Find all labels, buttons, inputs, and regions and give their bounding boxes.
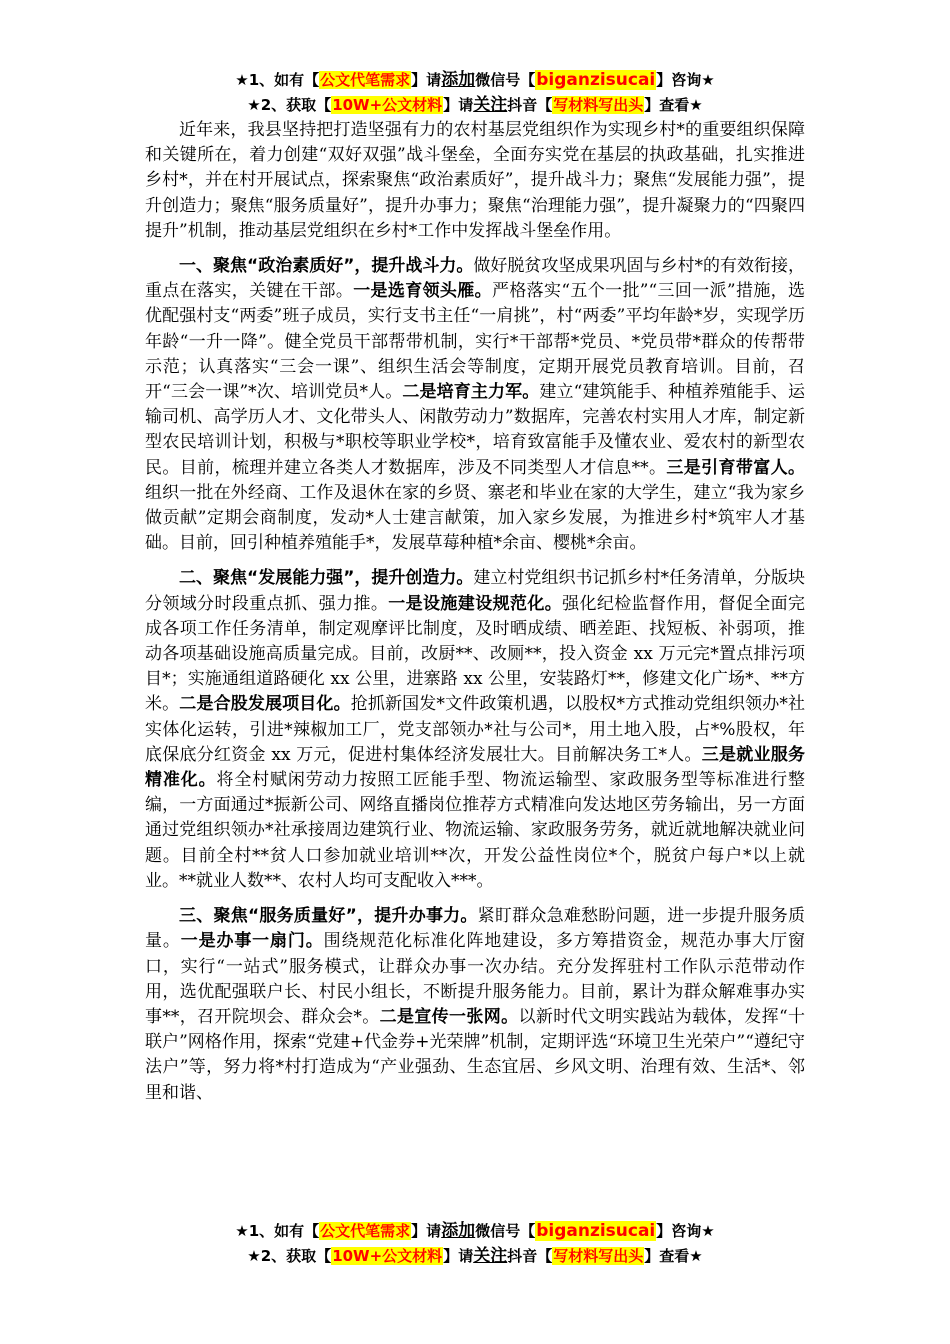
banner-text: ★1、如有【 bbox=[235, 1222, 320, 1240]
section-2-heading: 二、聚焦“发展能力强”，提升创造力。 bbox=[179, 568, 474, 589]
subheading: 二是培育主力军。 bbox=[402, 382, 540, 403]
underlined-word: 关注 bbox=[473, 1246, 508, 1266]
highlight-wechat-id: biganzisucai bbox=[536, 70, 656, 90]
highlight-douyin-id: 写材料写出头 bbox=[553, 96, 644, 114]
body-text: 组织一批在外经商、工作及退休在家的乡贤、寨老和毕业在家的大学生，建立“我为家乡做贡献”定期会商制度，发动*人士建言献策，加入家乡发展，为推进乡村*筑牢人才基础。目前，回引种植养殖能手*，发展草莓种植*余亩、樱桃*余亩。 bbox=[145, 482, 805, 554]
body-text: 抢抓新国发*文件政策机遇，以股权*方式推动党组织领办*社实体化运转，引进*辣椒加工厂，党支部领办*社与公司*，用土地入股，占*%股权，年底保底分红资金 xx 万元，促进村集体经济发展壮大。目前解决务工*人。 bbox=[145, 694, 806, 765]
body-text: 严格落实“五个一批”“三回一派”措施，选优配强村支“两委”班子成员，实行支书主任“一肩挑”，村“两委”平均年龄*岁，实现学历年龄“一升一降”。健全党员干部帮带机制，实行*干部帮*党员、*党员带*群众的传帮带示范；认真落实“三会一课”、组织生活会等制度，定期开展党员教育培训。目前，召开“三会一课”*次、培训党员*人。 bbox=[145, 281, 806, 403]
underlined-word: 关注 bbox=[473, 95, 508, 115]
underlined-word: 添加 bbox=[441, 70, 476, 90]
banner-text: 】请 bbox=[411, 71, 442, 89]
section-3-paragraph bbox=[145, 904, 805, 1106]
section-2-paragraph bbox=[145, 566, 805, 894]
promo-banner-bottom-line2 bbox=[140, 1244, 810, 1268]
subheading: 一是选育领头雁。 bbox=[353, 281, 492, 302]
promo-banner-top-line2 bbox=[140, 93, 810, 117]
highlight-service: 公文代笔需求 bbox=[320, 71, 411, 89]
subheading: 二是宣传一张网。 bbox=[379, 1006, 519, 1027]
banner-text: ★1、如有【 bbox=[235, 71, 320, 89]
section-1-paragraph bbox=[145, 254, 805, 556]
body-text: 强化纪检监督作用，督促全面完成各项工作任务清单，制定观摩评比制度，及时晒成绩、晒差距、找短板、补弱项，推动各项基础设施高质量完成。目前，改厨**、改厕**，投入资金 xx 万元完*置点排污项目*；实施通组道路硬化 xx 公里，进寨路 xx 公里，安装路灯**，修建文化广场*、**方米。 bbox=[145, 593, 806, 715]
highlight-douyin-id: 写材料写出头 bbox=[553, 1247, 644, 1265]
section-1-heading: 一、聚焦“政治素质好”，提升战斗力。 bbox=[179, 256, 474, 277]
banner-text: 】查看★ bbox=[644, 1247, 703, 1265]
banner-text: 】请 bbox=[443, 96, 474, 114]
underlined-word: 添加 bbox=[441, 1221, 476, 1241]
banner-text: 】咨询★ bbox=[656, 1222, 715, 1240]
promo-banner-bottom-line1 bbox=[140, 1219, 810, 1243]
banner-text: 抖音【 bbox=[507, 1247, 553, 1265]
subheading: 二是合股发展项目化。 bbox=[179, 694, 351, 715]
body-text: 建立“建筑能手、种植养殖能手、运输司机、高学历人才、文化带头人、闲散劳动力”数据库，完善农村实用人才库，制定新型农民培训计划，积极与*职校等职业学校*，培育致富能手及懂农业、爱农村的新型农民。目前，梳理并建立各类人才数据库，涉及不同类型人才信息**。 bbox=[145, 382, 805, 478]
body-text: 以新时代文明实践站为载体，发挥“十联户”网格作用，探索“党建+代金券+光荣牌”机制，定期评选“环境卫生光荣户”“遵纪守法户”等，努力将*村打造成为“产业强劲、生态宜居、乡风文明、治理有效、生活*、邻里和谐、 bbox=[145, 1006, 805, 1103]
highlight-service: 公文代笔需求 bbox=[320, 1222, 411, 1240]
subheading: 三是就业服务精准化。 bbox=[145, 744, 806, 791]
banner-text: 微信号【 bbox=[475, 1222, 536, 1240]
section-3-heading: 三、聚焦“服务质量好”，提升办事力。 bbox=[179, 906, 478, 927]
banner-text: 微信号【 bbox=[475, 71, 536, 89]
highlight-materials: 10W+公文材料 bbox=[332, 1247, 443, 1265]
body-text: 建立村党组织书记抓乡村*任务清单，分版块分领域分时段重点抓、强力推。 bbox=[145, 568, 805, 614]
banner-text: 】请 bbox=[411, 1222, 442, 1240]
body-text: 紧盯群众急难愁盼问题，进一步提升服务质量。 bbox=[145, 906, 805, 952]
intro-paragraph: 近年来，我县坚持把打造坚强有力的农村基层党组织作为实现乡村*的重要组织保障和关键所在，着力创建“双好双强”战斗堡垒，全面夯实党在基层的执政基础，扎实推进乡村*，并在村开展试点，探索聚焦“政治素质好”，提升战斗力；聚焦“发展能力强”，提升创造力；聚焦“服务质量好”，提升办事力；聚焦“治理能力强”，提升凝聚力的“四聚四提升”机制，推动基层党组织在乡村*工作中发挥战斗堡垒作用。 bbox=[145, 120, 805, 241]
banner-text: ★2、获取【 bbox=[247, 1247, 332, 1265]
body-text: 做好脱贫攻坚成果巩固与乡村*的有效衔接，重点在落实，关键在干部。 bbox=[145, 256, 805, 302]
subheading: 三是引育带富人。 bbox=[666, 457, 806, 478]
highlight-wechat-id: biganzisucai bbox=[536, 1221, 656, 1241]
highlight-materials: 10W+公文材料 bbox=[332, 96, 443, 114]
banner-text: 】咨询★ bbox=[656, 71, 715, 89]
banner-text: ★2、获取【 bbox=[247, 96, 332, 114]
body-text: 将全村赋闲劳动力按照工匠能手型、物流运输型、家政服务型等标准进行整编，一方面通过*振新公司、网络直播岗位推荐方式精准向发达地区劳务输出，另一方面通过党组织领办*社承接周边建筑行业、物流运输、家政服务劳务，就近就地解决就业问题。目前全村**贫人口参加就业培训**次，开发公益性岗位*个，脱贫户每户*以上就业。**就业人数**、农村人均可支配收入***。 bbox=[145, 770, 806, 891]
document-body bbox=[145, 118, 805, 1116]
banner-text: 抖音【 bbox=[507, 96, 553, 114]
banner-text: 】查看★ bbox=[644, 96, 703, 114]
promo-banner-top-line1 bbox=[140, 68, 810, 92]
banner-text: 】请 bbox=[443, 1247, 474, 1265]
body-text: 围绕规范化标准化阵地建设，多方筹措资金，规范办事大厅窗口，实行“一站式”服务模式，让群众办事一次办结。充分发挥驻村工作队示范带动作用，选优配强联户长、村民小组长，不断提升服务能力。目前，累计为群众解难事办实事**，召开院坝会、群众会*。 bbox=[145, 931, 806, 1027]
subheading: 一是办事一扇门。 bbox=[180, 931, 324, 952]
subheading: 一是设施建设规范化。 bbox=[388, 593, 563, 614]
